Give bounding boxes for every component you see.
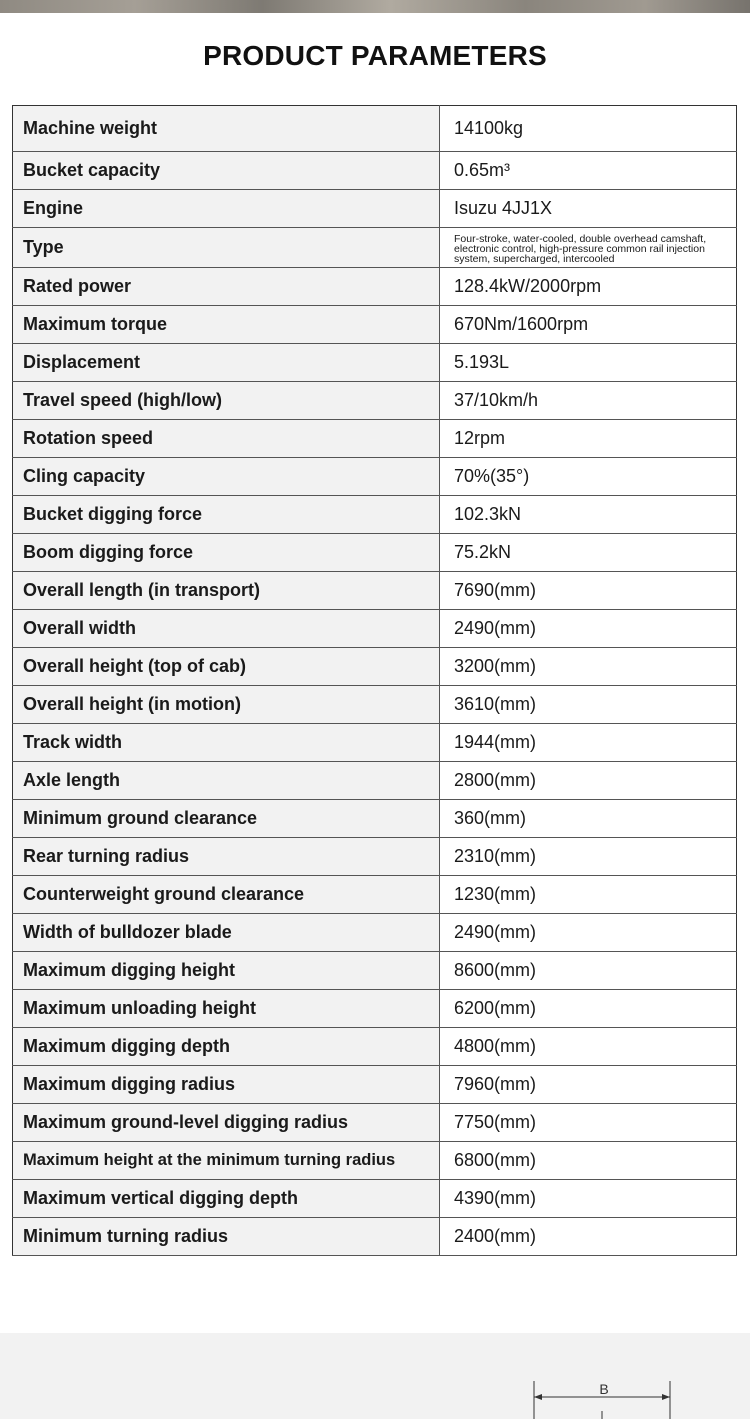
- parameter-value: 70%(35°): [440, 458, 737, 496]
- parameter-value: 75.2kN: [440, 534, 737, 572]
- parameter-value: 6800(mm): [440, 1142, 737, 1180]
- parameter-value: 2800(mm): [440, 762, 737, 800]
- table-row: [13, 268, 737, 306]
- parameter-label: Maximum vertical digging depth: [13, 1180, 440, 1218]
- parameter-value: 14100kg: [440, 106, 737, 152]
- table-row: [13, 610, 737, 648]
- parameter-value: 128.4kW/2000rpm: [440, 268, 737, 306]
- parameter-label: Overall height (in motion): [13, 686, 440, 724]
- table-row: [13, 534, 737, 572]
- parameter-label: Width of bulldozer blade: [13, 914, 440, 952]
- page-title: PRODUCT PARAMETERS: [203, 40, 547, 71]
- table-row: [13, 990, 737, 1028]
- table-row: [13, 420, 737, 458]
- parameter-value: 102.3kN: [440, 496, 737, 534]
- parameter-label: Maximum ground-level digging radius: [13, 1104, 440, 1142]
- table-row: [13, 952, 737, 990]
- parameter-label: Axle length: [13, 762, 440, 800]
- table-row: [13, 724, 737, 762]
- parameter-value: 670Nm/1600rpm: [440, 306, 737, 344]
- parameter-label: Engine: [13, 190, 440, 228]
- parameter-label: Maximum height at the minimum turning radius: [13, 1142, 440, 1180]
- parameter-value: 1230(mm): [440, 876, 737, 914]
- table-row: [13, 1028, 737, 1066]
- dimension-label: B: [599, 1381, 609, 1397]
- parameter-value: 6200(mm): [440, 990, 737, 1028]
- parameter-label: Maximum digging radius: [13, 1066, 440, 1104]
- table-row: [13, 1218, 737, 1256]
- parameter-label: Minimum turning radius: [13, 1218, 440, 1256]
- table-row: [13, 762, 737, 800]
- parameter-label: Displacement: [13, 344, 440, 382]
- parameter-value: 4390(mm): [440, 1180, 737, 1218]
- parameter-value: 37/10km/h: [440, 382, 737, 420]
- parameter-value: 12rpm: [440, 420, 737, 458]
- parameter-value: 2490(mm): [440, 914, 737, 952]
- parameter-label: Overall height (top of cab): [13, 648, 440, 686]
- table-row: [13, 572, 737, 610]
- table-row: [13, 106, 737, 152]
- table-row: [13, 306, 737, 344]
- table-row: [13, 914, 737, 952]
- table-row: [13, 838, 737, 876]
- parameter-value: 7960(mm): [440, 1066, 737, 1104]
- table-row: [13, 648, 737, 686]
- parameter-value: Isuzu 4JJ1X: [440, 190, 737, 228]
- parameter-label: Cling capacity: [13, 458, 440, 496]
- table-row: [13, 1066, 737, 1104]
- parameter-label: Bucket digging force: [13, 496, 440, 534]
- table-row: [13, 382, 737, 420]
- parameter-label: Track width: [13, 724, 440, 762]
- parameter-value: 2400(mm): [440, 1218, 737, 1256]
- arrow-left-icon: [534, 1394, 542, 1400]
- table-row: [13, 876, 737, 914]
- parameter-label: Type: [13, 228, 440, 268]
- arrow-right-icon: [662, 1394, 670, 1400]
- parameter-label: Rated power: [13, 268, 440, 306]
- parameter-label: Boom digging force: [13, 534, 440, 572]
- parameter-label: Rear turning radius: [13, 838, 440, 876]
- table-row: [13, 1142, 737, 1180]
- top-banner-image: [0, 0, 750, 13]
- table-row: [13, 496, 737, 534]
- parameter-label: Maximum digging height: [13, 952, 440, 990]
- parameter-label: Maximum unloading height: [13, 990, 440, 1028]
- table-row: [13, 686, 737, 724]
- parameter-value: 0.65m³: [440, 152, 737, 190]
- parameter-label: Bucket capacity: [13, 152, 440, 190]
- table-row: [13, 1180, 737, 1218]
- parameter-label: Overall width: [13, 610, 440, 648]
- table-row: [13, 190, 737, 228]
- table-row: [13, 1104, 737, 1142]
- parameter-value: 360(mm): [440, 800, 737, 838]
- parameters-table: [12, 105, 737, 1256]
- parameter-value: 8600(mm): [440, 952, 737, 990]
- parameter-label: Minimum ground clearance: [13, 800, 440, 838]
- table-row: [13, 344, 737, 382]
- parameter-value: 2310(mm): [440, 838, 737, 876]
- parameter-label: Counterweight ground clearance: [13, 876, 440, 914]
- parameter-value: 2490(mm): [440, 610, 737, 648]
- parameter-value: 3610(mm): [440, 686, 737, 724]
- table-row: [13, 152, 737, 190]
- parameter-value: 4800(mm): [440, 1028, 737, 1066]
- parameter-label: Maximum torque: [13, 306, 440, 344]
- parameter-value: 7750(mm): [440, 1104, 737, 1142]
- parameter-label: Machine weight: [13, 106, 440, 152]
- parameter-value: 5.193L: [440, 344, 737, 382]
- parameter-label: Rotation speed: [13, 420, 440, 458]
- parameter-value: 7690(mm): [440, 572, 737, 610]
- parameter-value: 1944(mm): [440, 724, 737, 762]
- parameter-label: Travel speed (high/low): [13, 382, 440, 420]
- parameter-value: 3200(mm): [440, 648, 737, 686]
- dimension-diagram: [520, 1375, 680, 1419]
- table-row: [13, 228, 737, 268]
- parameter-label: Maximum digging depth: [13, 1028, 440, 1066]
- parameter-value: Four-stroke, water-cooled, double overhead camshaft, electronic control, high-pressure common rail injection system, supercharged, intercooled: [440, 228, 737, 268]
- table-row: [13, 458, 737, 496]
- parameter-label: Overall length (in transport): [13, 572, 440, 610]
- table-row: [13, 800, 737, 838]
